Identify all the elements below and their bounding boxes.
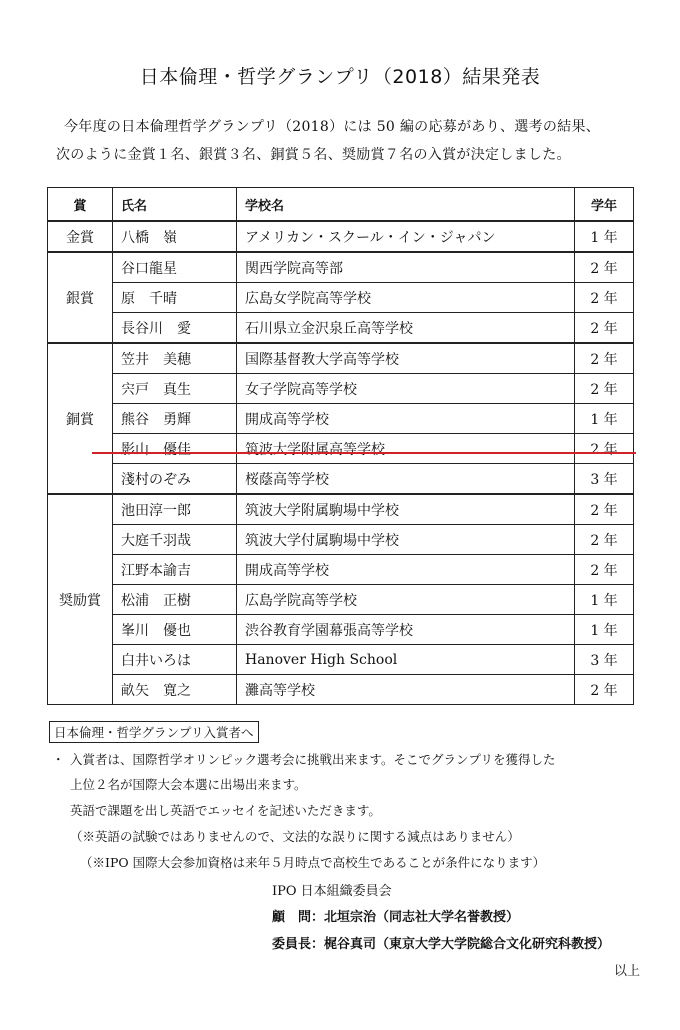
- grade-cell: 2 年: [575, 374, 634, 404]
- grade-cell: 2 年: [575, 675, 634, 705]
- school-cell: 開成高等学校: [237, 404, 575, 434]
- results-table-body: [48, 188, 634, 705]
- notice-line-5: （※IPO 国際大会参加資格は来年５月時点で高校生であることが条件になります）: [80, 855, 546, 870]
- name-cell: 江野本諭吉: [113, 555, 237, 585]
- header-school: 学校名: [237, 188, 575, 222]
- header-award: 賞: [48, 188, 113, 222]
- school-cell: 筑波大学附属駒場中学校: [237, 494, 575, 525]
- table-row: [48, 555, 634, 585]
- header-name: 氏名: [113, 188, 237, 222]
- grade-cell: 1 年: [575, 221, 634, 252]
- grade-cell: 2 年: [575, 434, 634, 464]
- name-cell: 熊谷 勇輝: [113, 404, 237, 434]
- table-row: [48, 525, 634, 555]
- name-cell: 原 千晴: [113, 283, 237, 313]
- grade-cell: 1 年: [575, 404, 634, 434]
- school-cell: 国際基督教大学高等学校: [237, 343, 575, 374]
- page-title: 日本倫理・哲学グランプリ（2018）結果発表: [139, 66, 541, 88]
- name-cell: 谷口龍星: [113, 252, 237, 283]
- school-cell: 桜蔭高等学校: [237, 464, 575, 495]
- school-cell: Hanover High School: [237, 645, 575, 675]
- closing-mark: 以上: [614, 964, 641, 979]
- award-cell: 銀賞: [48, 252, 113, 343]
- grade-cell: 3 年: [575, 645, 634, 675]
- table-row: [48, 374, 634, 404]
- table-header-row: [48, 188, 634, 222]
- notice-line-1: 入賞者は、国際哲学オリンピック選考会に挑戦出来ます。そこでグランプリを獲得した: [70, 752, 556, 767]
- grade-cell: 2 年: [575, 343, 634, 374]
- name-cell: 畝矢 寛之: [113, 675, 237, 705]
- name-cell: 池田淳一郎: [113, 494, 237, 525]
- table-row: [48, 283, 634, 313]
- table-row: [48, 675, 634, 705]
- school-cell: 渋谷教育学園幕張高等学校: [237, 615, 575, 645]
- table-row: [48, 645, 634, 675]
- name-cell: 笠井 美穂: [113, 343, 237, 374]
- name-cell: 淺村のぞみ: [113, 464, 237, 495]
- school-cell: アメリカン・スクール・イン・ジャパン: [237, 221, 575, 252]
- table-row: [48, 585, 634, 615]
- table-row: [48, 464, 634, 495]
- award-cell: 銅賞: [48, 343, 113, 494]
- name-cell: 峯川 優也: [113, 615, 237, 645]
- grade-cell: 2 年: [575, 494, 634, 525]
- grade-cell: 3 年: [575, 464, 634, 495]
- award-cell: 金賞: [48, 221, 113, 252]
- table-row: [48, 615, 634, 645]
- notice-line-3: 英語で課題を出し英語でエッセイを記述いただきます。: [70, 803, 381, 818]
- award-cell: 奨励賞: [48, 494, 113, 705]
- name-cell: 長谷川 愛: [113, 313, 237, 344]
- table-row: [48, 252, 634, 283]
- organization-name: IPO 日本組織委員会: [272, 884, 392, 899]
- notice-line-2: 上位２名が国際大会本選に出場出来ます。: [70, 777, 307, 792]
- grade-cell: 2 年: [575, 252, 634, 283]
- table-row: [48, 221, 634, 252]
- name-cell: 宍戸 真生: [113, 374, 237, 404]
- school-cell: 灘高等学校: [237, 675, 575, 705]
- school-cell: 筑波大学附属高等学校: [237, 434, 575, 464]
- table-row: [48, 434, 634, 464]
- advisor-line: 顧 問：北垣宗治（同志社大学名誉教授）: [272, 910, 520, 925]
- table-row: [48, 494, 634, 525]
- notice-bullet: ・: [52, 752, 65, 767]
- school-cell: 広島女学院高等学校: [237, 283, 575, 313]
- name-cell: 影山 優佳: [113, 434, 237, 464]
- table-row: [48, 404, 634, 434]
- highlight-underline: [92, 452, 636, 454]
- grade-cell: 1 年: [575, 615, 634, 645]
- grade-cell: 2 年: [575, 313, 634, 344]
- grade-cell: 2 年: [575, 525, 634, 555]
- name-cell: 八橋 嶺: [113, 221, 237, 252]
- school-cell: 石川県立金沢泉丘高等学校: [237, 313, 575, 344]
- school-cell: 開成高等学校: [237, 555, 575, 585]
- table-row: [48, 313, 634, 344]
- name-cell: 大庭千羽哉: [113, 525, 237, 555]
- grade-cell: 1 年: [575, 585, 634, 615]
- header-grade: 学年: [575, 188, 634, 222]
- notice-heading: 日本倫理・哲学グランプリ入賞者へ: [49, 721, 259, 743]
- intro-line-2: 次のように金賞１名、銀賞３名、銅賞５名、奨励賞７名の入賞が決定しました。: [56, 147, 571, 163]
- table-row: [48, 343, 634, 374]
- school-cell: 筑波大学付属駒場中学校: [237, 525, 575, 555]
- chair-line: 委員長：梶谷真司（東京大学大学院総合文化研究科教授）: [272, 937, 611, 952]
- name-cell: 白井いろは: [113, 645, 237, 675]
- school-cell: 関西学院高等部: [237, 252, 575, 283]
- name-cell: 松浦 正樹: [113, 585, 237, 615]
- intro-line-1: 今年度の日本倫理哲学グランプリ（2018）には 50 編の応募があり、選考の結果、: [64, 119, 601, 135]
- notice-line-4: （※英語の試験ではありませんので、文法的な誤りに関する減点はありません）: [70, 829, 520, 844]
- school-cell: 女子学院高等学校: [237, 374, 575, 404]
- school-cell: 広島学院高等学校: [237, 585, 575, 615]
- grade-cell: 2 年: [575, 555, 634, 585]
- results-table: [47, 187, 634, 705]
- grade-cell: 2 年: [575, 283, 634, 313]
